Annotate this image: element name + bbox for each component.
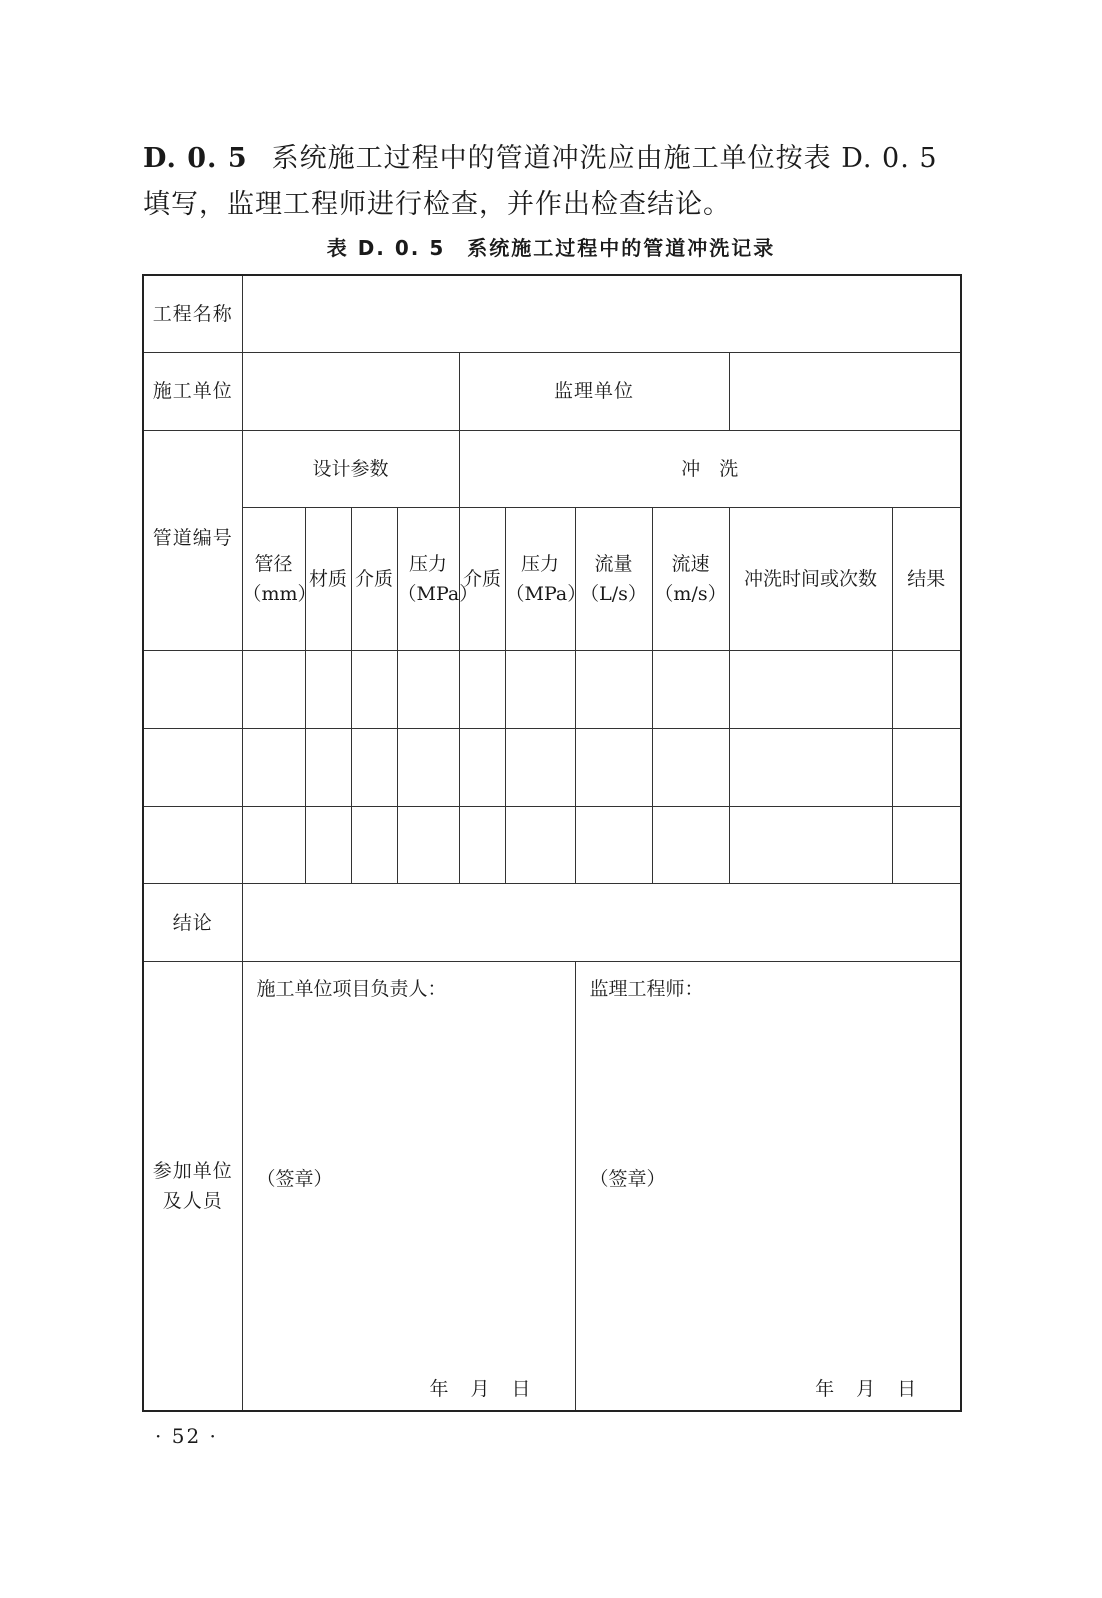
supervision-unit-field[interactable] — [729, 353, 961, 431]
data-cell[interactable] — [143, 806, 242, 884]
clause-text: 系统施工过程中的管道冲洗应由施工单位按表 D. 0. 5 填写，监理工程师进行检查，并作出检查结论。 — [143, 143, 938, 220]
flow-velocity-label: 流速 — [671, 553, 710, 576]
conclusion-label: 结论 — [143, 884, 242, 962]
supervisor-date: 年月日 — [815, 1378, 939, 1400]
flow-rate-header — [575, 508, 652, 651]
data-row — [143, 806, 961, 884]
data-cell[interactable] — [397, 806, 459, 884]
data-cell[interactable] — [729, 806, 892, 884]
data-row — [143, 729, 961, 807]
supervision-unit-label: 监理单位 — [459, 353, 729, 431]
flow-rate-label: 流量 — [594, 553, 633, 576]
data-cell[interactable] — [505, 651, 575, 729]
construction-sign-title: 施工单位项目负责人： — [256, 977, 447, 1000]
data-row — [143, 651, 961, 729]
flow-velocity-header — [652, 508, 729, 651]
data-cell[interactable] — [459, 729, 505, 807]
data-cell[interactable] — [397, 651, 459, 729]
design-pressure-header — [397, 508, 479, 651]
data-cell[interactable] — [143, 729, 242, 807]
data-cell[interactable] — [575, 806, 652, 884]
data-cell[interactable] — [143, 651, 242, 729]
page-number: · 52 · — [155, 1424, 218, 1448]
data-cell[interactable] — [729, 729, 892, 807]
flow-velocity-unit: （m/s） — [654, 583, 727, 606]
material-header: 材质 — [305, 508, 351, 651]
supervisor-seal: （签章） — [589, 1167, 666, 1190]
supervisor-sign-title: 监理工程师： — [589, 977, 704, 1000]
diameter-header — [242, 508, 317, 651]
table-title: 系统施工过程中的管道冲洗记录 — [467, 236, 776, 260]
construction-unit-field[interactable] — [242, 353, 459, 431]
data-cell[interactable] — [351, 806, 397, 884]
data-cell[interactable] — [305, 806, 351, 884]
data-cell[interactable] — [729, 651, 892, 729]
result-header: 结果 — [892, 508, 961, 651]
unit-row — [143, 353, 961, 431]
data-cell[interactable] — [575, 651, 652, 729]
data-cell[interactable] — [242, 806, 305, 884]
project-name-field[interactable] — [242, 275, 961, 353]
flush-pressure-label: 压力 — [520, 553, 559, 576]
construction-seal: （签章） — [256, 1167, 333, 1190]
data-cell[interactable] — [459, 651, 505, 729]
pipe-number-label: 管道编号 — [143, 430, 242, 651]
data-cell[interactable] — [242, 729, 305, 807]
participants-line-2: 及人员 — [162, 1189, 223, 1212]
project-name-row — [143, 275, 961, 353]
flush-pressure-unit: （MPa） — [505, 583, 587, 606]
diameter-label: 管径 — [254, 553, 293, 576]
data-cell[interactable] — [505, 806, 575, 884]
data-cell[interactable] — [305, 729, 351, 807]
data-cell[interactable] — [459, 806, 505, 884]
data-cell[interactable] — [242, 651, 305, 729]
data-cell[interactable] — [892, 806, 961, 884]
signature-row — [143, 961, 961, 1411]
supervisor-signature-cell[interactable] — [575, 961, 961, 1411]
data-cell[interactable] — [351, 729, 397, 807]
data-cell[interactable] — [305, 651, 351, 729]
diameter-unit: （mm） — [242, 583, 317, 606]
time-or-count-header: 冲洗时间或次数 — [729, 508, 892, 651]
data-cell[interactable] — [351, 651, 397, 729]
data-cell[interactable] — [892, 729, 961, 807]
flush-pressure-header — [505, 508, 587, 651]
conclusion-field[interactable] — [242, 884, 961, 962]
data-cell[interactable] — [505, 729, 575, 807]
clause-number: D. 0. 5 — [143, 143, 248, 174]
data-cell[interactable] — [397, 729, 459, 807]
construction-signature-cell[interactable] — [242, 961, 575, 1411]
flushing-record-table — [142, 274, 962, 1412]
data-cell[interactable] — [652, 806, 729, 884]
column-header-row — [143, 508, 961, 651]
data-cell[interactable] — [892, 651, 961, 729]
table-caption — [0, 232, 1102, 261]
table-number: 表 D. 0. 5 — [326, 236, 446, 260]
construction-unit-label: 施工单位 — [143, 353, 242, 431]
design-pressure-label: 压力 — [408, 553, 447, 576]
design-medium-header: 介质 — [351, 508, 397, 651]
participants-label — [143, 961, 242, 1411]
design-params-header: 设计参数 — [242, 430, 459, 508]
flushing-header: 冲 洗 — [459, 430, 961, 508]
flush-medium-header: 介质 — [459, 508, 505, 651]
conclusion-row — [143, 884, 961, 962]
project-name-label: 工程名称 — [143, 275, 242, 353]
intro-paragraph — [143, 136, 961, 228]
data-cell[interactable] — [575, 729, 652, 807]
flow-rate-unit: （L/s） — [580, 583, 647, 606]
group-header-row — [143, 430, 961, 508]
design-pressure-unit: （MPa） — [397, 583, 479, 606]
construction-date: 年月日 — [429, 1378, 553, 1400]
data-cell[interactable] — [652, 729, 729, 807]
participants-line-1: 参加单位 — [152, 1159, 233, 1182]
data-cell[interactable] — [652, 651, 729, 729]
